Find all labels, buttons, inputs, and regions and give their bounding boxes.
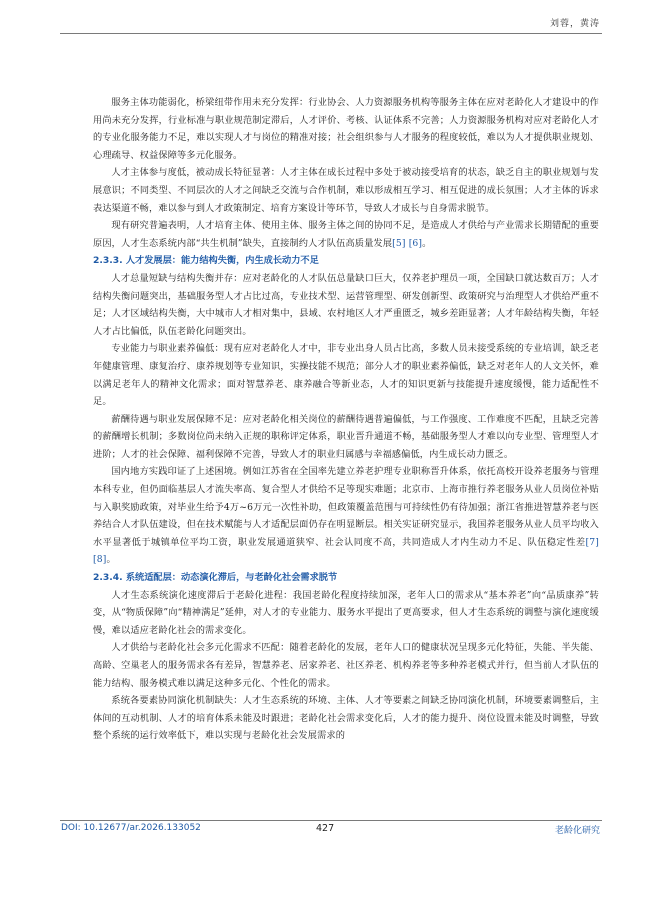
- paragraph-text: 现有研究普遍表明，人才培育主体、使用主体、服务主体之间的协同不足，是造成人才供给与产业需求长期错配的重要原因，人才生态系统内部“共生机制”缺失，直接制约人才队伍高质量发展: [93, 220, 599, 249]
- citation-link[interactable]: [5] [6]: [392, 237, 423, 249]
- paragraph-end: 。: [422, 237, 432, 249]
- body-paragraph: 人才供给与老龄化社会多元化需求不匹配：随着老龄化的发展，老年人口的健康状况呈现多元化特征，失能、半失能、高龄、空巢老人的服务需求各有差异，智慧养老、居家养老、社区养老、机构养老等多种养老模式并行，但当前人才队伍的能力结构、服务模式难以满足这种多元化、个性化的需求。: [93, 642, 599, 689]
- body-paragraph: 人才主体参与度低，被动成长特征显著：人才主体在成长过程中多处于被动接受培育的状态，缺乏自主的职业规划与发展意识；不同类型、不同层次的人才之间缺乏交流与合作机制，难以形成相互学习、相互促进的成长氛围；人才主体的诉求表达渠道不畅，难以参与到人才政策制定、培育方案设计等环节，导致人才成长与自身需求脱节。: [93, 167, 599, 214]
- body-paragraph: [93, 217, 599, 252]
- section-heading-2-3-4: 2.3.4. 系统适配层：动态演化滞后，与老龄化社会需求脱节: [93, 572, 338, 584]
- body-paragraph: 专业能力与职业素养偏低：现有应对老龄化人才中，非专业出身人员占比高，多数人员未接受系统的专业培训，缺乏老年健康管理、康复治疗、康养规划等专业知识，实操技能不规范；部分人才的职业素养偏低，缺乏对老年人的人文关怀，难以满足老年人的精神文化需求；面对智慧养老、康养融合等新业态，人才的知识更新与技能提升速度缓慢，能力适配性不足。: [93, 343, 599, 408]
- paragraph-text: 国内地方实践印证了上述困境。例如江苏省在全国率先建立养老护理专业职称晋升体系，依托高校开设养老服务与管理本科专业，但仍面临基层人才流失率高、复合型人才供给不足等现实难题；北京市、上海市推行养老服务从业人员岗位补贴与入职奖励政策，对毕业生给予4万~6万元一次性补助，但政策覆盖范围与可持续性仍有待加强；浙江省推进智慧养老与医养结合人才队伍建设，但在技术赋能与人才适配层面仍存在明显断层。相关实证研究显示，我国养老服务从业人员平均收入水平显著低于城镇单位平均工资，职业发展通道狭窄、社会认同度不高，共同造成人才内生动力不足、队伍稳定性差: [93, 466, 599, 548]
- body-paragraph: 人才总量短缺与结构失衡并存：应对老龄化的人才队伍总量缺口巨大，仅养老护理员一项，全国缺口就达数百万；人才结构失衡问题突出，基础服务型人才占比过高，专业技术型、运营管理型、研发创新型、政策研究与治理型人才供给严重不足；人才区域结构失衡，大中城市人才相对集中，县域、农村地区人才严重匮乏，城乡差距显著；人才年龄结构失衡，年轻人才占比偏低，队伍老龄化问题突出。: [93, 272, 599, 337]
- journal-name: 老龄化研究: [554, 826, 600, 836]
- body-paragraph: 服务主体功能弱化，桥梁纽带作用未充分发挥：行业协会、人力资源服务机构等服务主体在应对老龄化人才建设中的作用尚未充分发挥，行业标准与职业规范制定滞后，人才评价、考核、认证体系不完善；人力资源服务机构对应对老龄化人才的专业化服务能力不足，难以实现人才与岗位的精准对接；社会组织参与人才服务的程度较低，难以为人才提供职业规划、心理疏导、权益保障等多元化服务。: [93, 97, 599, 161]
- header-divider: [60, 33, 602, 34]
- body-paragraph: 薪酬待遇与职业发展保障不足：应对老龄化相关岗位的薪酬待遇普遍偏低，与工作强度、工作难度不匹配，且缺乏完善的薪酬增长机制；多数岗位尚未纳入正规的职称评定体系，职业晋升通道不畅，基础服务型人才难以向专业型、管理型人才进阶；人才的社会保障、福利保障不完善，导致人才的职业归属感与幸福感偏低，内生成长动力匮乏。: [93, 413, 599, 460]
- doi-link[interactable]: DOI: 10.12677/ar.2026.133052: [61, 823, 201, 833]
- footer-divider: [60, 820, 602, 821]
- page-number: 427: [316, 823, 335, 834]
- body-paragraph: 系统各要素协同演化机制缺失：人才生态系统的环境、主体、人才等要素之间缺乏协同演化机制，环境要素调整后，主体间的互动机制、人才的培育体系未能及时跟进；老龄化社会需求变化后，人才的能力提升、岗位设置未能及时调整，导致整个系统的运行效率低下，难以实现与老龄化社会发展需求的: [93, 695, 599, 742]
- body-paragraph: [93, 463, 599, 569]
- body-paragraph: 人才生态系统演化速度滞后于老龄化进程：我国老龄化程度持续加深，老年人口的需求从“基本养老”向“品质康养”转变，从“物质保障”向“精神满足”延伸，对人才的专业能力、服务水平提出了更高要求，但人才生态系统的调整与演化速度缓慢，难以适应老龄化社会的需求变化。: [93, 589, 599, 636]
- article-body: [93, 94, 599, 745]
- running-header-authors: 刘蓉，黄涛: [549, 19, 600, 29]
- paragraph-end: 。: [106, 554, 116, 566]
- citation-link[interactable]: [7] [8]: [93, 536, 599, 566]
- section-heading-2-3-3: 2.3.3. 人才发展层：能力结构失衡，内生成长动力不足: [93, 255, 319, 267]
